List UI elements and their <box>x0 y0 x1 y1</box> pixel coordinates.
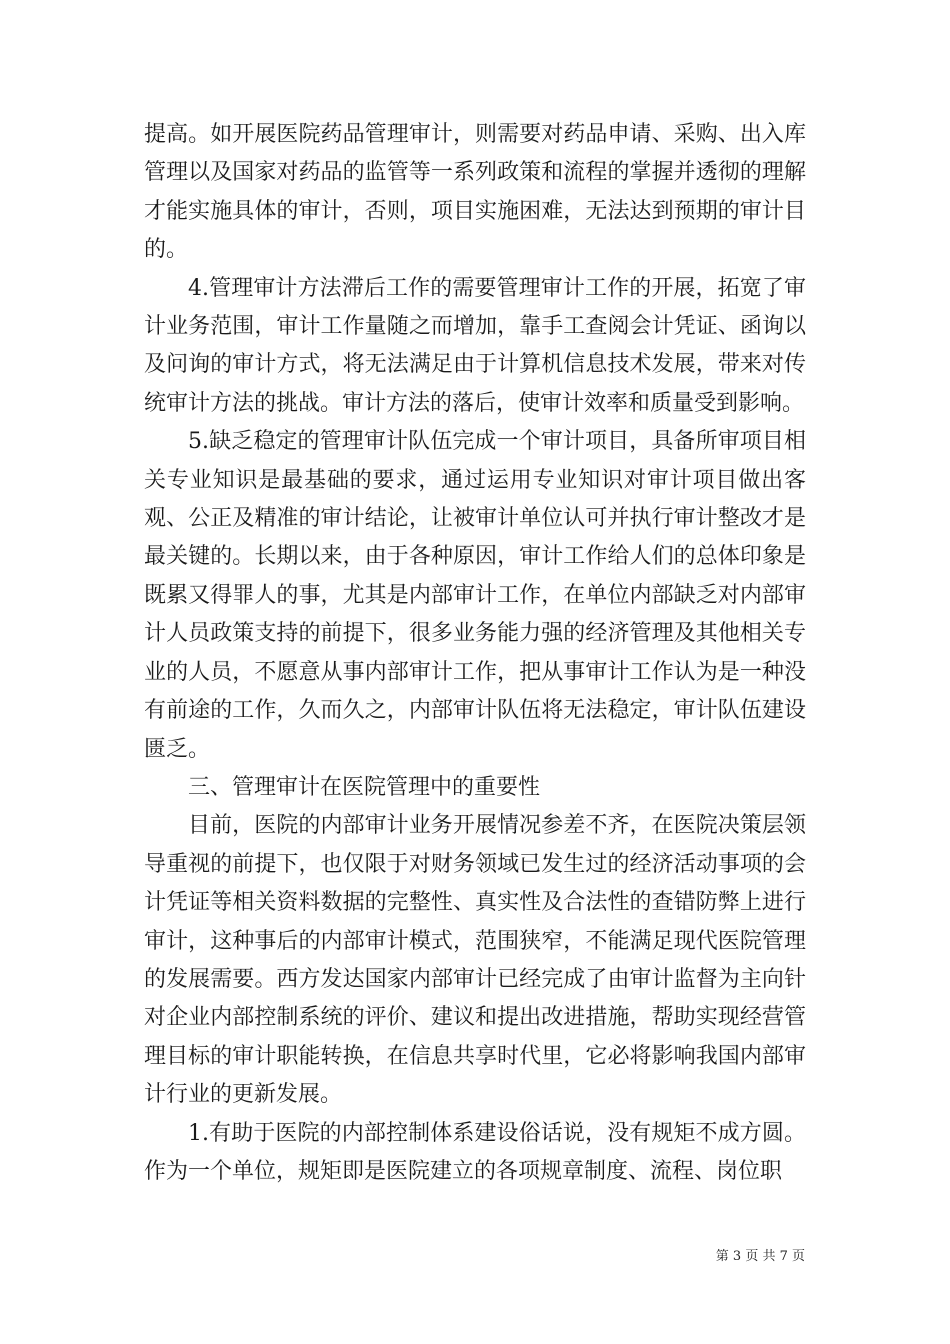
paragraph-current-status: 目前，医院的内部审计业务开展情况参差不齐，在医院决策层领导重视的前提下，也仅限于对财务领域已发生过的经济活动事项的会计凭证等相关资料数据的完整性、真实性及合法性的查错防弊上进行审计，这种事后的内部审计模式，范围狭窄，不能满足现代医院管理的发展需要。西方发达国家内部审计已经完成了由审计监督为主向针对企业内部控制系统的评价、建议和提出改进措施，帮助实现经营管理目标的审计职能转换，在信息共享时代里，它必将影响我国内部审计行业的更新发展。 <box>144 813 806 1108</box>
page-number-footer: 第 3 页 共 7 页 <box>715 1249 805 1264</box>
section-heading-three: 三、管理审计在医院管理中的重要性 <box>188 774 541 800</box>
paragraph-continuation: 提高。如开展医院药品管理审计，则需要对药品申请、采购、出入库管理以及国家对药品的监管等一系列政策和流程的掌握并透彻的理解才能实施具体的审计，否则，项目实施困难，无法达到预期的审计目的。 <box>144 122 806 263</box>
paragraph-item-1: 1.有助于医院的内部控制体系建设俗话说，没有规矩不成方圆。作为一个单位，规矩即是医院建立的各项规章制度、流程、岗位职 <box>144 1120 806 1184</box>
paragraph-section-4: 4.管理审计方法滞后工作的需要管理审计工作的开展，拓宽了审计业务范围，审计工作量随之而增加，靠手工查阅会计凭证、函询以及问询的审计方式，将无法满足由于计算机信息技术发展，带来对传统审计方法的挑战。审计方法的落后，使审计效率和质量受到影响。 <box>144 275 806 416</box>
document-body <box>144 116 806 1191</box>
paragraph-section-5: 5.缺乏稳定的管理审计队伍完成一个审计项目，具备所审项目相关专业知识是最基础的要求，通过运用专业知识对审计项目做出客观、公正及精准的审计结论，让被审计单位认可并执行审计整改才是最关键的。长期以来，由于各种原因，审计工作给人们的总体印象是既累又得罪人的事，尤其是内部审计工作，在单位内部缺乏对内部审计人员政策支持的前提下，很多业务能力强的经济管理及其他相关专业的人员，不愿意从事内部审计工作，把从事审计工作认为是一种没有前途的工作，久而久之，内部审计队伍将无法稳定，审计队伍建设匮乏。 <box>144 429 806 762</box>
